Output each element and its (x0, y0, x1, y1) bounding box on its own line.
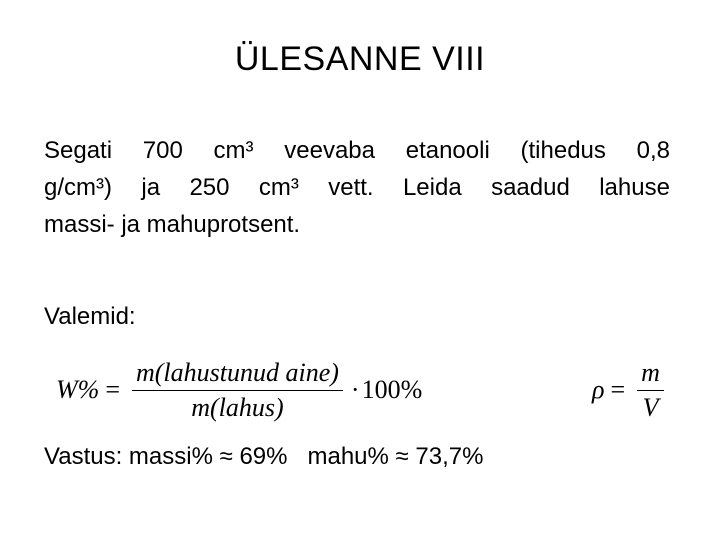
slide-title: ÜLESANNE VIII (234, 40, 486, 78)
formulas-heading: Valemid: (44, 303, 136, 330)
task-line-3: massi- ja mahuprotsent. (44, 211, 301, 238)
formula-numerator: m(lahustunud aine) (132, 358, 343, 391)
task-word: etanooli (405, 137, 490, 164)
task-word: Leida (402, 174, 462, 201)
formula-numerator: m (637, 358, 664, 391)
formula-equals: = (105, 375, 120, 404)
formula-denominator: V (642, 392, 659, 422)
task-word: 700 (142, 137, 183, 164)
task-word: Segati (44, 137, 113, 164)
formula-fraction (132, 358, 343, 423)
task-word: cm³ (258, 174, 299, 201)
task-word: ja (141, 174, 161, 201)
density-formula (592, 348, 670, 432)
task-word: 250 (189, 174, 230, 201)
task-word: saadud (491, 174, 570, 201)
task-word: vett. (328, 174, 374, 201)
task-word: g/cm³) (44, 174, 112, 201)
task-line-2 (44, 169, 670, 206)
task-word: lahuse (599, 174, 670, 201)
task-word: veevaba (284, 137, 375, 164)
formula-denominator: m(lahus) (191, 392, 284, 422)
formula-times: · (350, 375, 360, 404)
task-word: 0,8 (636, 137, 670, 164)
task-word: cm³ (213, 137, 254, 164)
task-line-1 (44, 132, 670, 169)
formula-lhs: ρ (592, 375, 605, 404)
task-word: (tihedus (520, 137, 606, 164)
mass-percent-formula (56, 348, 422, 432)
task-text (44, 132, 670, 243)
formula-equals: = (610, 375, 626, 404)
formula-fraction (637, 358, 664, 423)
formula-lhs: W% (56, 375, 100, 404)
answer-text: Vastus: massi% ≈ 69% mahu% ≈ 73,7% (44, 443, 484, 470)
formula-factor: 100% (361, 375, 423, 404)
